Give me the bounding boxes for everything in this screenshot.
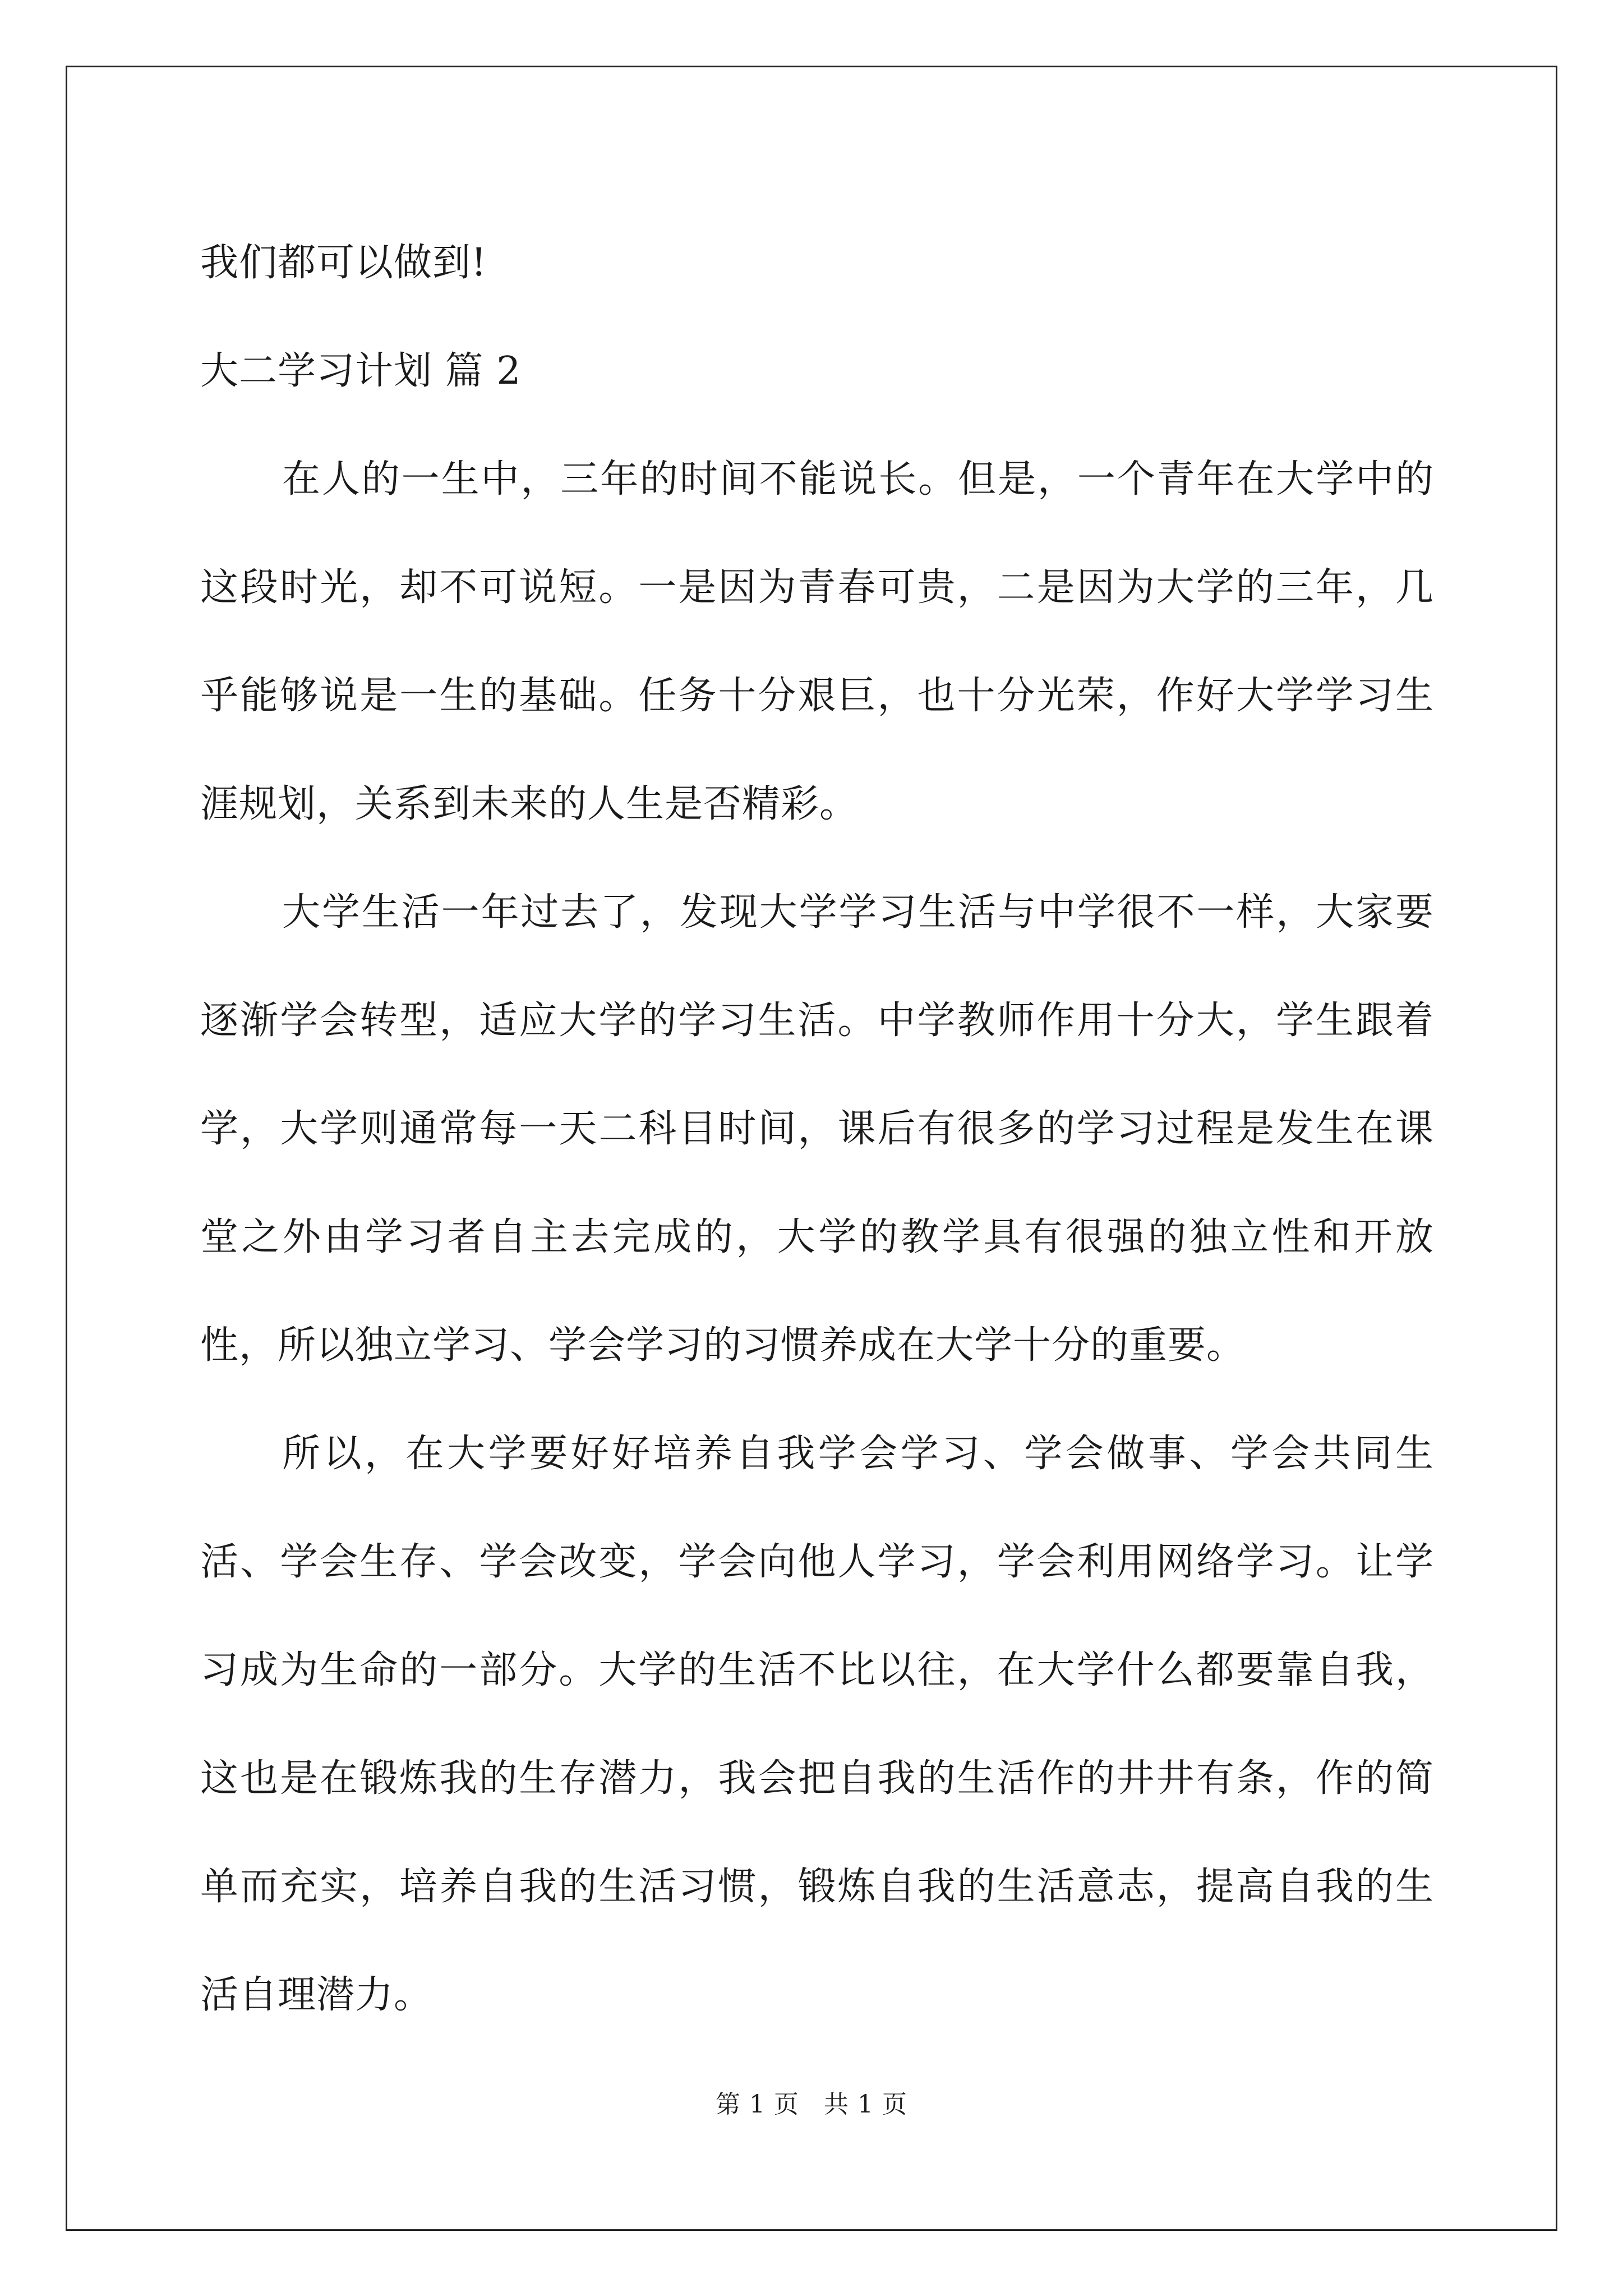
page-number: 第 1 页 xyxy=(716,2090,799,2119)
paragraph-2: 大学生活一年过去了，发现大学学习生活与中学很不一样，大家要逐渐学会转型，适应大学的学习生活。中学教师作用十分大，学生跟着学，大学则通常每一天二科目时间，课后有很多的学习过程是发生在课堂之外由学习者自主去完成的，大学的教学具有很强的独立性和开放性，所以独立学习、学会学习的习惯养成在大学十分的重要。 xyxy=(200,890,1434,1368)
lead-line: 我们都可以做到! xyxy=(200,241,487,285)
document-body xyxy=(200,209,1434,2049)
page-footer xyxy=(0,2084,1623,2120)
section-title: 大二学习计划 篇 2 xyxy=(200,349,522,393)
paragraph-1: 在人的一生中，三年的时间不能说长。但是，一个青年在大学中的这段时光，却不可说短。一是因为青春可贵，二是因为大学的三年，几乎能够说是一生的基础。任务十分艰巨，也十分光荣，作好大学学习生涯规划，关系到未来的人生是否精彩。 xyxy=(200,457,1434,826)
page-total: 共 1 页 xyxy=(824,2090,907,2119)
paragraph-3: 所以，在大学要好好培养自我学会学习、学会做事、学会共同生活、学会生存、学会改变，学会向他人学习，学会利用网络学习。让学习成为生命的一部分。大学的生活不比以往，在大学什么都要靠自我，这也是在锻炼我的生存潜力，我会把自我的生活作的井井有条，作的简单而充实，培养自我的生活习惯，锻炼自我的生活意志，提高自我的生活自理潜力。 xyxy=(200,1432,1434,2017)
